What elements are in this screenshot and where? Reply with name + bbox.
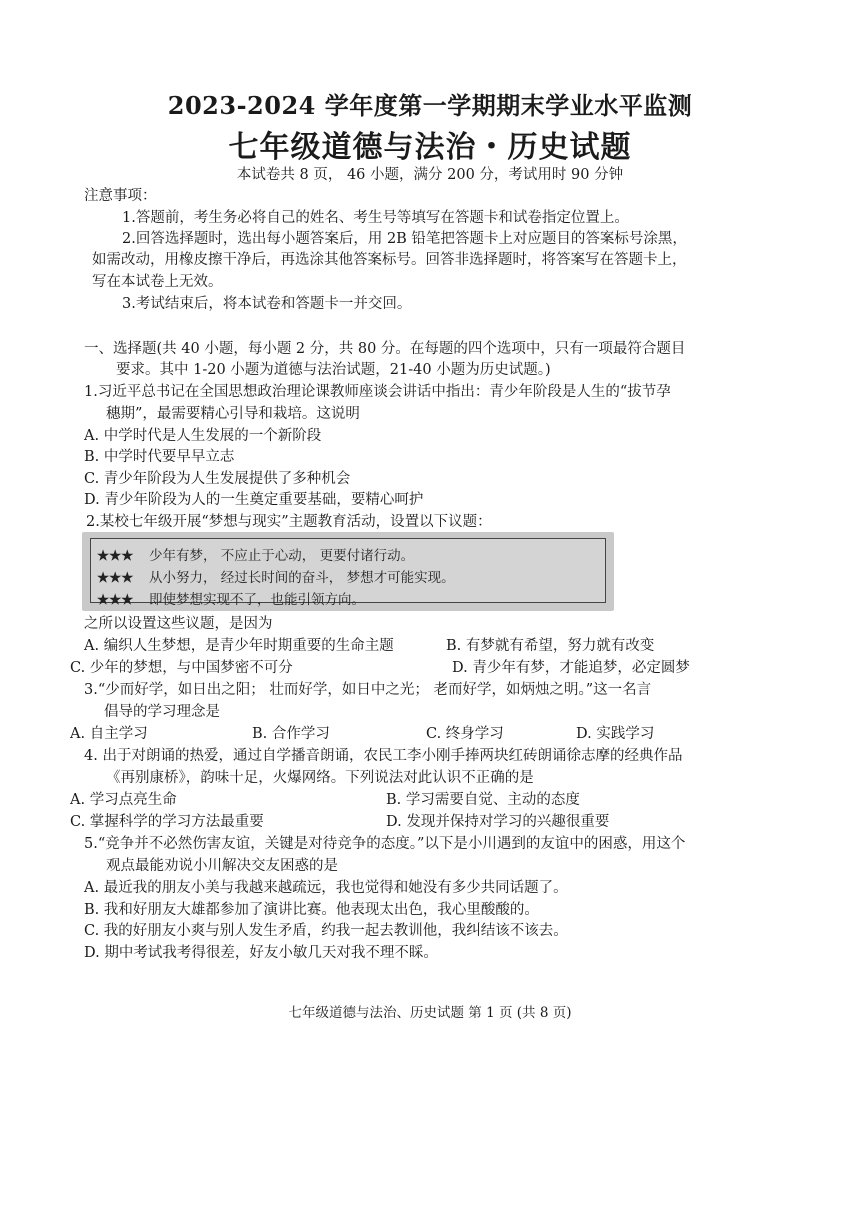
q4-stem-b: 《再别康桥》，韵味十足，火爆网络。下列说法对此认识不正确的是 <box>106 770 534 786</box>
q1-stem-b: 穗期”，最需要精心引导和栽培。这说明 <box>106 406 360 422</box>
q3-stem-b: 倡导的学习理念是 <box>104 704 220 720</box>
star-icon: ★★★ <box>97 570 134 586</box>
q5-stem-b: 观点最能劝说小川解决交友困惑的是 <box>106 858 338 874</box>
q3-option-b: B. 合作学习 <box>252 726 330 742</box>
q4-option-b: B. 学习需要自觉、主动的态度 <box>386 792 580 808</box>
q2-topic-3 <box>97 588 365 608</box>
q2-option-d: D. 青少年有梦，才能追梦，必定圆梦 <box>452 660 690 676</box>
exam-info: 本试卷共 8 页， 46 小题，满分 200 分，考试用时 90 分钟 <box>236 167 624 183</box>
q2-stem: 2.某校七年级开展“梦想与现实”主题教育活动，设置以下议题： <box>86 514 492 530</box>
page-footer: 七年级道德与法治、历史试题 第 1 页 (共 8 页) <box>288 1005 572 1021</box>
q3-option-a: A. 自主学习 <box>70 726 148 742</box>
exam-title: 2023-2024 学年度第一学期期末学业水平监测 <box>167 91 693 120</box>
q3-stem-a: 3.“少而好学，如日出之阳； 壮而好学，如日中之光； 老而好学，如炳烛之明。”这一名言 <box>84 682 652 698</box>
note-2b: 如需改动，用橡皮擦干净后，再选涂其他答案标号。回答非选择题时，将答案写在答题卡上， <box>92 252 687 268</box>
q2-topics-box <box>90 538 606 608</box>
q2-topic-2 <box>97 566 455 586</box>
note-2c: 写在本试卷上无效。 <box>92 274 223 290</box>
q2-topic-3-text: 即使梦想实现不了，也能引领方向。 <box>149 592 365 608</box>
q5-option-c: C. 我的好朋友小爽与别人发生矛盾，约我一起去教训他，我纠结该不该去。 <box>84 923 568 939</box>
section-heading-b: 要求。其中 1-20 小题为道德与法治试题，21-40 小题为历史试题。) <box>116 362 551 378</box>
q2-topics-image <box>82 532 614 611</box>
q1-option-b: B. 中学时代要早早立志 <box>84 449 235 465</box>
q1-option-a: A. 中学时代是人生发展的一个新阶段 <box>84 428 322 444</box>
q2-option-a: A. 编织人生梦想，是青少年时期重要的生命主题 <box>84 638 394 654</box>
note-3: 3.考试结束后，将本试卷和答题卡一并交回。 <box>122 296 412 312</box>
q2-option-c: C. 少年的梦想，与中国梦密不可分 <box>70 660 293 676</box>
q5-option-d: D. 期中考试我考得很差，好友小敏几天对我不理不睬。 <box>84 945 438 961</box>
q5-option-a: A. 最近我的朋友小美与我越来越疏远，我也觉得和她没有多少共同话题了。 <box>84 880 568 896</box>
q4-option-a: A. 学习点亮生命 <box>70 792 177 808</box>
q1-option-c: C. 青少年阶段为人生发展提供了多种机会 <box>84 471 351 487</box>
star-icon: ★★★ <box>97 592 134 608</box>
q1-option-d: D. 青少年阶段为人的一生奠定重要基础，要精心呵护 <box>84 492 424 508</box>
q3-option-d: D. 实践学习 <box>576 726 655 742</box>
q5-option-b: B. 我和好朋友大雄都参加了演讲比赛。他表现太出色，我心里酸酸的。 <box>84 902 539 918</box>
q2-after: 之所以设置这些议题，是因为 <box>84 616 273 632</box>
q2-topic-1-text: 少年有梦， 不应止于心动， 更要付诸行动。 <box>149 548 415 564</box>
q2-topic-2-text: 从小努力， 经过长时间的奋斗， 梦想才可能实现。 <box>149 570 455 586</box>
q4-stem-a: 4. 出于对朗诵的热爱，通过自学播音朗诵，农民工李小刚手捧两块红砖朗诵徐志摩的经典作品 <box>84 748 683 764</box>
q2-option-b: B. 有梦就有希望，努力就有改变 <box>446 638 655 654</box>
q5-stem-a: 5.“竞争并不必然伤害友谊，关键是对待竞争的态度。”以下是小川遇到的友谊中的困惑，用这个 <box>84 836 686 852</box>
exam-subject: 七年级道德与法治・历史试题 <box>228 130 632 165</box>
note-1: 1.答题前，考生务必将自己的姓名、考生号等填写在答题卡和试卷指定位置上。 <box>122 210 629 226</box>
q4-option-c: C. 掌握科学的学习方法最重要 <box>70 814 264 830</box>
q4-option-d: D. 发现并保持对学习的兴趣很重要 <box>386 814 610 830</box>
q2-topic-1 <box>97 544 414 564</box>
section-heading-a: 一、选择题(共 40 小题，每小题 2 分，共 80 分。在每题的四个选项中，只有一项最符合题目 <box>84 341 686 357</box>
notes-heading: 注意事项： <box>84 188 157 204</box>
star-icon: ★★★ <box>97 548 134 564</box>
note-2a: 2.回答选择题时，选出每小题答案后，用 2B 铅笔把答题卡上对应题目的答案标号涂黑， <box>122 231 687 247</box>
q1-stem-a: 1.习近平总书记在全国思想政治理论课教师座谈会讲话中指出：青少年阶段是人生的“拔节孕 <box>84 384 671 400</box>
q3-option-c: C. 终身学习 <box>426 726 504 742</box>
